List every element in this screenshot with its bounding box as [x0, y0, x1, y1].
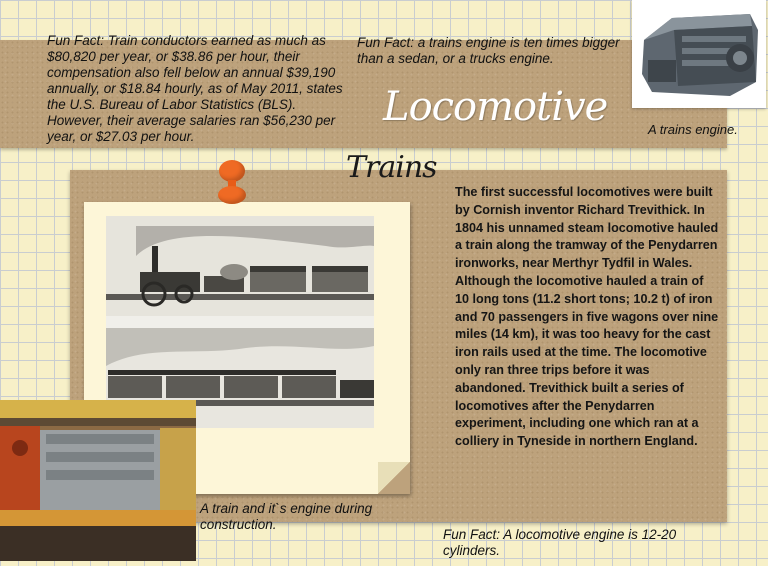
construction-caption: A train and it`s engine during construction.: [200, 501, 373, 532]
engine-photo: [632, 0, 766, 108]
locomotive-history-text: The first successful locomotives were built by Cornish inventor Richard Trevithick. In 1804 his unnamed steam locomotive hauled a train along the tramway of the Penydarren ironworks, near Merthyr Tydfil in Wales. Although the locomotive hauled a train of 10 long tons (11.2 short tons; 10.2 t) of iron and 70 passengers in five wagons over nine miles (14 km), it was too heavy for the cast iron rails used at the time. The locomotive only ran three trips before it was abandoned. Trevithick built a series of locomotives after the Penydarren experiment, including one which ran at a colliery in Tyneside in northern England.: [455, 185, 719, 449]
locomotive-title: Locomotive: [383, 84, 608, 130]
etching-top: [106, 216, 374, 316]
fun-fact-salary: Fun Fact: Train conductors earned as much as $80,820 per year, or $38.86 per hour, their compensation also fell below an annual $39,190 annually, or $18.84 hourly, as of May 2011, states the U.S. Bureau of Labor Statistics (BLS). However, their average salaries ran $56,230 per year, or $27.03 per hour.: [47, 33, 343, 144]
trains-title: Trains: [346, 150, 437, 185]
construction-photo: [0, 400, 196, 561]
engine-caption: A trains engine.: [648, 122, 738, 137]
fun-fact-cylinders: Fun Fact: A locomotive engine is 12-20 cylinders.: [443, 527, 677, 558]
push-pin-icon: [219, 160, 245, 182]
fun-fact-engine-size: Fun Fact: a trains engine is ten times bigger than a sedan, or a trucks engine.: [357, 35, 620, 66]
locomotive-etching: [106, 216, 374, 428]
push-pin-base: [218, 186, 246, 204]
paper-fold: [378, 462, 410, 494]
